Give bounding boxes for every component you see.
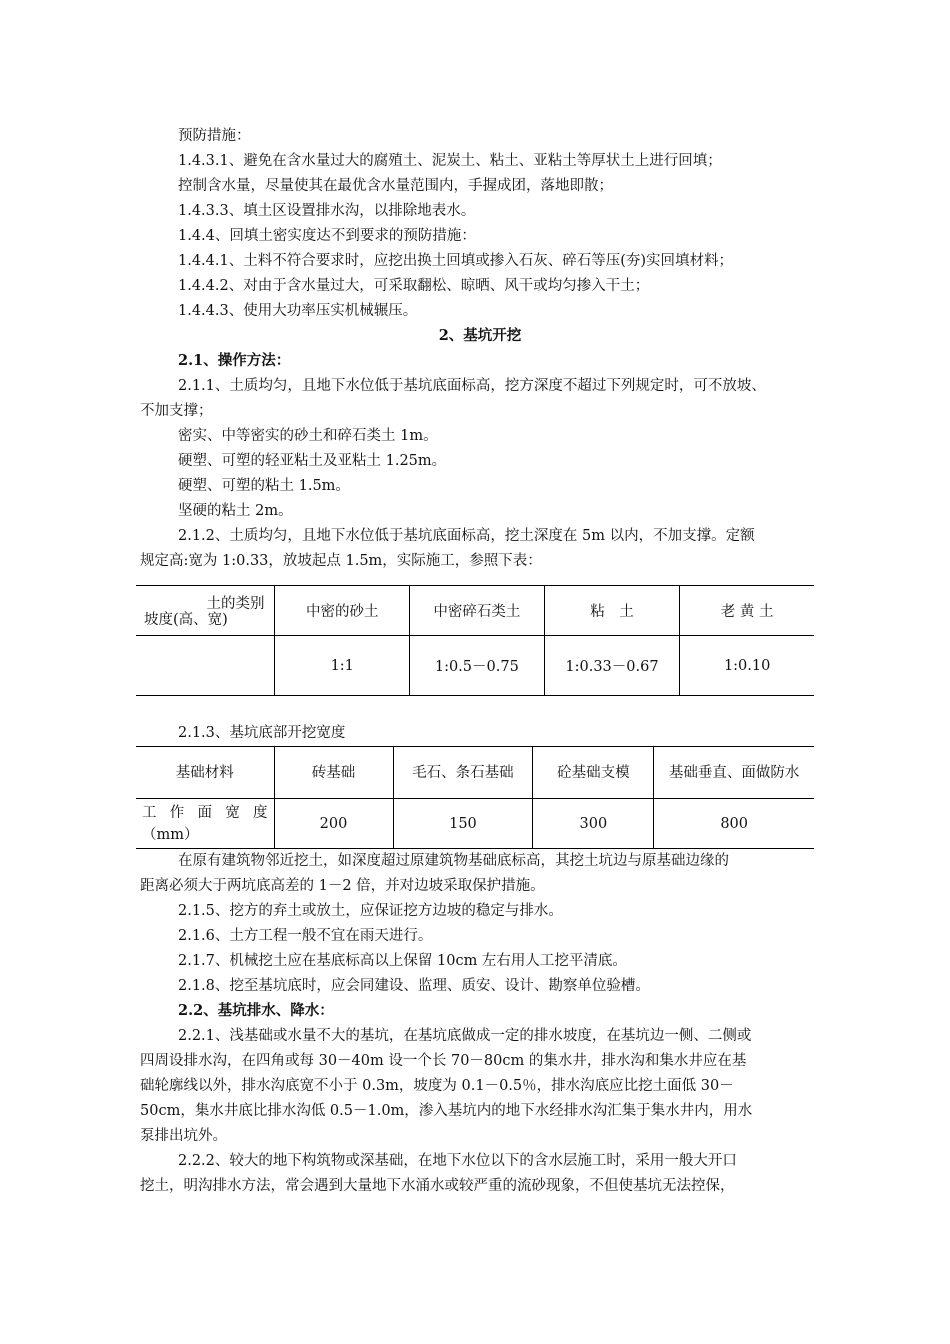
table-header-cell: 粘 土 bbox=[544, 586, 680, 636]
subsection-title: 2.1、操作方法： bbox=[178, 352, 291, 369]
paragraph-line: 2.1.3、基坑底部开挖宽度 bbox=[178, 725, 346, 741]
soil-line: 硬塑、可塑的轻亚粘土及亚粘土 1.25m。 bbox=[178, 453, 447, 469]
table-corner-cell bbox=[136, 586, 275, 636]
text-line: 1.4.4.3、使用大功率压实机械辗压。 bbox=[178, 303, 418, 319]
table-cell: 1:0.10 bbox=[680, 636, 814, 696]
table-row bbox=[136, 586, 814, 636]
text-line: 控制含水量，尽量使其在最优含水量范围内，手握成团，落地即散； bbox=[178, 178, 613, 194]
table-row bbox=[136, 636, 814, 696]
paragraph-line: 距离必须大于两坑底高差的 1－2 倍，并对边坡采取保护措施。 bbox=[140, 878, 545, 894]
corner-bottom-label: 坡度(高、宽) bbox=[144, 612, 228, 628]
table-header-cell: 中密碎石类土 bbox=[410, 586, 545, 636]
subsection-title: 2.2、基坑排水、降水： bbox=[178, 1002, 334, 1019]
paragraph-line: 2.1.7、机械挖土应在基底标高以上保留 10cm 左右用人工挖平清底。 bbox=[178, 953, 627, 969]
text-line: 1.4.3.3、填土区设置排水沟，以排除地表水。 bbox=[178, 203, 476, 219]
paragraph-line: 2.2.1、浅基础或水量不大的基坑，在基坑底做成一定的排水坡度，在基坑边一侧、二侧或 bbox=[178, 1028, 752, 1044]
corner-top-label: 土的类别 bbox=[206, 596, 265, 612]
paragraph-line: 四周设排水沟，在四角或每 30－40m 设一个长 70－80cm 的集水井，排水沟和集水井应在基 bbox=[140, 1053, 747, 1069]
table-header-cell: 毛石、条石基础 bbox=[393, 747, 533, 799]
slope-table bbox=[136, 585, 814, 696]
paragraph-line: 50cm，集水井底比排水沟低 0.5－1.0m，渗入基坑内的地下水经排水沟汇集于集水井内，用水 bbox=[140, 1103, 753, 1119]
row-label-line2: （mm） bbox=[142, 826, 199, 843]
table-cell bbox=[136, 636, 275, 696]
table-header-cell: 基础垂直、面做防水 bbox=[654, 747, 814, 799]
table-row-label: 基础材料 bbox=[136, 747, 274, 799]
table-cell: 800 bbox=[654, 799, 814, 849]
text-line: 1.4.4.2、对由于含水量过大，可采取翻松、晾晒、风干或均匀掺入干土； bbox=[178, 278, 650, 294]
table-row-label bbox=[136, 799, 274, 849]
paragraph-line: 规定高:宽为 1:0.33，放坡起点 1.5m，实际施工，参照下表： bbox=[140, 553, 542, 569]
paragraph-line: 2.1.1、土质均匀，且地下水位低于基坑底面标高，挖方深度不超过下列规定时，可不放坡、 bbox=[178, 378, 766, 394]
table-header-cell: 老 黄 土 bbox=[680, 586, 814, 636]
soil-line: 密实、中等密实的砂土和碎石类土 1m。 bbox=[178, 428, 438, 444]
table-header-cell: 中密的砂土 bbox=[275, 586, 410, 636]
row-label-line1: 工作面宽度 bbox=[142, 804, 268, 821]
paragraph-line: 2.2.2、较大的地下构筑物或深基础，在地下水位以下的含水层施工时，采用一般大开口 bbox=[178, 1153, 737, 1169]
text-line: 预防措施： bbox=[178, 128, 251, 144]
width-table bbox=[136, 746, 814, 849]
text-line: 1.4.4、回填土密实度达不到要求的预防措施： bbox=[178, 228, 476, 244]
soil-line: 硬塑、可塑的粘土 1.5m。 bbox=[178, 478, 350, 494]
table-header-cell: 砼基础支模 bbox=[533, 747, 654, 799]
paragraph-line: 2.1.8、挖至基坑底时，应会同建设、监理、质安、设计、勘察单位验槽。 bbox=[178, 978, 650, 994]
text-line: 1.4.3.1、避免在含水量过大的腐殖土、泥炭土、粘土、亚粘土等厚状土上进行回填； bbox=[178, 153, 722, 169]
table-cell: 1:1 bbox=[275, 636, 410, 696]
paragraph-line: 泵排出坑外。 bbox=[140, 1128, 227, 1144]
table-cell: 1:0.33－0.67 bbox=[544, 636, 680, 696]
paragraph-line: 挖土，明沟排水方法，常会遇到大量地下水涌水或较严重的流砂现象，不但使基坑无法控保， bbox=[140, 1178, 735, 1194]
soil-line: 坚硬的粘土 2m。 bbox=[178, 503, 293, 519]
paragraph-line: 2.1.2、土质均匀，且地下水位低于基坑底面标高，挖土深度在 5m 以内，不加支撑。定额 bbox=[178, 528, 755, 544]
paragraph-line: 在原有建筑物邻近挖土，如深度超过原建筑物基础底标高，其挖土坑边与原基础边缘的 bbox=[178, 853, 729, 869]
section-title: 2、基坑开挖 bbox=[438, 327, 522, 344]
table-row bbox=[136, 799, 814, 849]
text-line: 1.4.4.1、土料不符合要求时，应挖出换土回填或掺入石灰、碎石等压(夯)实回填材料； bbox=[178, 253, 734, 269]
table-cell: 300 bbox=[533, 799, 654, 849]
paragraph-line: 不加支撑； bbox=[140, 403, 213, 419]
table-cell: 1:0.5－0.75 bbox=[410, 636, 545, 696]
table-header-cell: 砖基础 bbox=[274, 747, 393, 799]
paragraph-line: 2.1.5、挖方的弃土或放土，应保证挖方边坡的稳定与排水。 bbox=[178, 903, 563, 919]
paragraph-line: 础轮廓线以外，排水沟底宽不小于 0.3m，坡度为 0.1－0.5％，排水沟底应比挖土面低 30－ bbox=[140, 1078, 734, 1094]
table-row bbox=[136, 747, 814, 799]
table-cell: 200 bbox=[274, 799, 393, 849]
paragraph-line: 2.1.6、土方工程一般不宜在雨天进行。 bbox=[178, 928, 433, 944]
table-cell: 150 bbox=[393, 799, 533, 849]
